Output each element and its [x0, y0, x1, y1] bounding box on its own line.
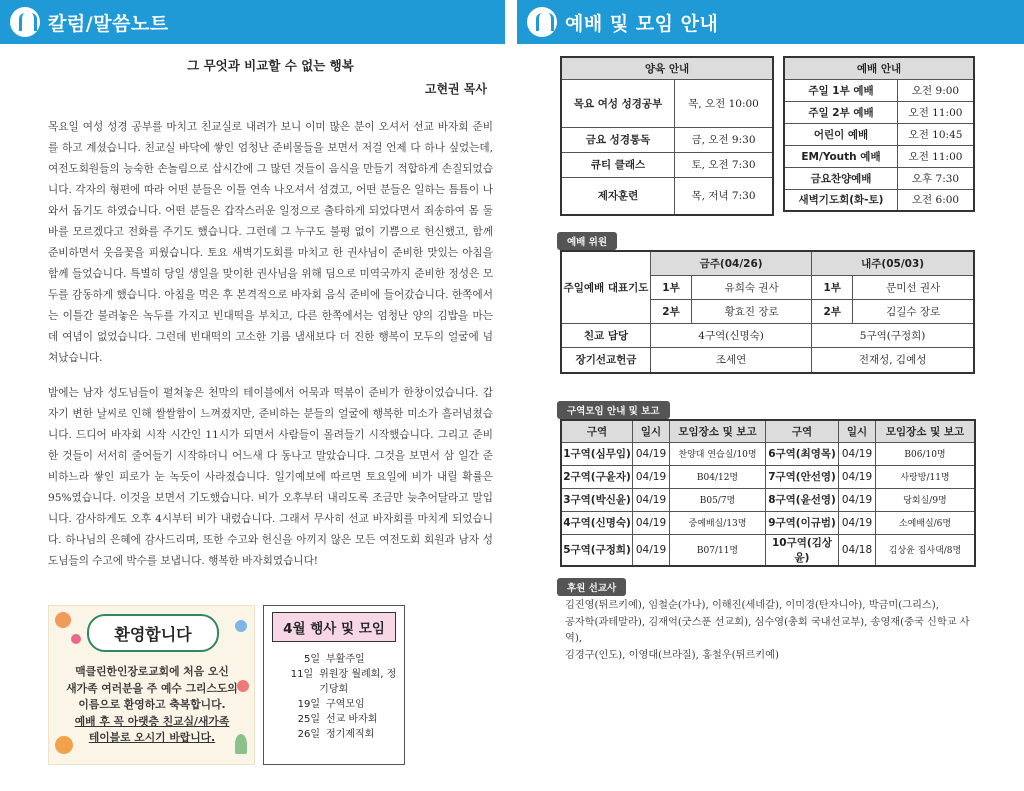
worship-time: 오전 9:00	[898, 79, 975, 101]
welcome-box	[48, 605, 255, 765]
district-header: 모임장소 및 보고	[670, 420, 766, 442]
district-cell: 04/19	[839, 488, 876, 511]
welcome-message	[57, 664, 247, 747]
welcome-line: 새가족 여러분을 주 예수 그리스도의	[66, 681, 238, 695]
event-day: 19일	[297, 699, 320, 710]
fellowship-label: 친교 담당	[561, 323, 651, 347]
nurture-time: 목, 저녁 7:30	[675, 177, 774, 215]
april-events-box	[263, 605, 405, 765]
event-item	[286, 697, 404, 712]
district-cell: 1구역(심무임)	[561, 442, 633, 465]
worship-time: 오전 11:00	[898, 101, 975, 123]
welcome-line: 예배 후 꼭 아랫층 친교실/새가족	[74, 714, 230, 728]
committee-table	[560, 250, 975, 374]
event-text: 부활주일	[326, 654, 365, 665]
flower-icon	[235, 620, 247, 632]
worship-name: 어린이 예배	[784, 123, 898, 145]
district-cell: 04/19	[633, 442, 670, 465]
district-cell: 8구역(윤선영)	[766, 488, 839, 511]
nurture-name: 금요 성경통독	[561, 127, 675, 152]
district-header: 일시	[839, 420, 876, 442]
table-row	[561, 511, 975, 534]
nurture-name: 목요 여성 성경공부	[561, 79, 675, 127]
district-cell: 10구역(김상윤)	[766, 534, 839, 566]
worship-name: 새벽기도회(화-토)	[784, 189, 898, 211]
nurture-name: 큐티 클래스	[561, 152, 675, 177]
mission-offering-label: 장기선교헌금	[561, 347, 651, 373]
article-paragraph-2: 밤에는 남자 성도님들이 펼쳐놓은 천막의 테이블에서 어묵과 떡볶이 준비가 한창이었습니다. 갑자기 변한 날씨로 인해 쌀쌀함이 느껴졌지만, 준비하는 분들의 얼굴에 행복한 미소가 흘러넘쳤습니다. 드디어 바자회 시작 시간인 11시가 되면서 사람들이 몰려들기 시작했습니다. 그리고 준비한 것들이 서서히 줄어들기 시작하더니 어느새 다 동나고 말았습니다. 그것을 보면서 삼 일간 준비하느라 쌓인 피로가 눈 녹듯이 사라졌습니다. 일기예보에 따르면 토요일에 비가 내릴 확률은 95%였습니다. 이것을 보면서 기도했습니다. 비가 오후부터 내리도록 조금만 늦추어달라고 말입니다. 감사하게도 오후 4시부터 비가 내렸습니다. 그래서 무사히 선교 바자회를 마치게 되었습니다. 하나님의 은혜에 감사드리며, 또한 수고와 헌신을 아끼지 않은 모든 여전도회 회원과 남자 성도님들의 수고에 박수를 보냅니다. 행복한 바자회였습니다!	[48, 387, 493, 567]
article-paragraph-1: 목요일 여성 성경 공부를 마치고 친교실로 내려가 보니 이미 많은 분이 오셔서 선교 바자회 준비를 하고 계셨습니다. 친교실 바닥에 쌓인 엄청난 준비물들을 보면서 저걸 언제 다 하나 싶었는데, 여전도회원들의 능숙한 손놀림으로 삽시간에 그 많던 것들이 음식을 만들기 적합하게 손질되었습니다. 각자의 형편에 따라 어떤 분들은 이틀 연속 나오셔서 섬겼고, 어떤 분들은 일하는 틈틈이 나와서 돕기도 하였습니다. 어떤 분들은 갑작스러운 일정으로 출타하게 되었다면서 죄송하여 몸 둘 바를 모르겠다고 전화를 주기도 했습니다. 그런데 그 누구도 불평 없이 기쁨으로 헌신했고, 함께 준비하면서 웃음꽃을 피웠습니다. 토요 새벽기도회를 마치고 한 권사님이 준비한 맛있는 아침을 함께 들었습니다. 특별히 당일 생일을 맞이한 권사님을 위해 딤으로 미역국까지 준비한 정성은 모두를 감동하게 했습니다. 아침을 먹은 후 본격적으로 바자회 음식 준비에 들어갔습니다. 한쪽에서는 이틀간 불려놓은 녹두를 가지고 빈대떡을 부치고, 다른 한쪽에서는 엄청난 양의 김밥을 마는 데 여념이 없었습니다. 그런데 빈대떡의 고소한 기름 냄새보다 더 진한 행복이 모두의 얼굴에 넘쳐났습니다.	[48, 121, 493, 364]
nurture-time: 금, 오전 9:30	[675, 127, 774, 152]
missionaries-line: 김진영(튀르키예), 임철순(가나), 이해진(세네갈), 이미경(탄자니아), 박금미(그리스),	[565, 600, 939, 611]
event-text: 선교 바자회	[326, 714, 378, 725]
worship-time: 오전 11:00	[898, 145, 975, 167]
district-cell: 3구역(박신윤)	[561, 488, 633, 511]
next-week-p2: 김길수 장로	[853, 299, 974, 323]
heart-icon	[71, 634, 81, 644]
service-1-label: 1부	[651, 275, 692, 299]
district-cell: 04/19	[633, 534, 670, 566]
worship-table	[783, 56, 975, 212]
church-logo-icon	[10, 7, 40, 37]
event-text: 구역모임	[326, 699, 365, 710]
event-item	[286, 727, 404, 742]
district-cell: 김상윤 집사댁/8명	[876, 534, 976, 566]
worship-time: 오후 7:30	[898, 167, 975, 189]
district-cell: 7구역(안선영)	[766, 465, 839, 488]
worship-name: 주일 1부 예배	[784, 79, 898, 101]
missionaries-line: 공자학(과테말라), 김재억(굿스푼 선교회), 심수영(총회 국내선교부), 송영재(중국 신학교 사역),	[565, 616, 970, 644]
committee-label: 예배 위원	[557, 232, 617, 250]
nurture-time: 토, 오전 7:30	[675, 152, 774, 177]
district-header: 모임장소 및 보고	[876, 420, 976, 442]
district-cell: 중예배실/13명	[670, 511, 766, 534]
district-cell: 04/19	[633, 488, 670, 511]
district-header: 일시	[633, 420, 670, 442]
district-cell: 04/19	[633, 465, 670, 488]
district-cell: 04/19	[633, 511, 670, 534]
this-week-header: 금주(04/26)	[651, 251, 812, 275]
right-banner	[517, 0, 1024, 44]
district-cell: 4구역(신명숙)	[561, 511, 633, 534]
table-row	[561, 465, 975, 488]
article-title: 그 무엇과 비교할 수 없는 행복	[187, 58, 354, 73]
district-cell: 2구역(구윤자)	[561, 465, 633, 488]
flower-icon	[55, 612, 71, 628]
article-author: 고현권 목사	[424, 82, 487, 96]
event-day: 26일	[297, 729, 320, 740]
event-day: 25일	[297, 714, 320, 725]
events-list	[286, 652, 404, 742]
district-label: 구역모임 안내 및 보고	[557, 401, 670, 419]
this-week-p1: 유희숙 권사	[692, 275, 812, 299]
table-row	[561, 442, 975, 465]
event-day: 11일	[290, 669, 314, 680]
worship-time: 오전 10:45	[898, 123, 975, 145]
nurture-name: 제자훈련	[561, 177, 675, 215]
prayer-label: 주일예배 대표기도	[561, 251, 651, 323]
column-article	[48, 50, 493, 572]
next-week-mission: 전재성, 김예성	[812, 347, 974, 373]
district-cell: 사랑방/11명	[876, 465, 976, 488]
event-text: 위원장 월례회, 정기당회	[319, 669, 397, 695]
district-cell: 04/19	[839, 465, 876, 488]
worship-name: EM/Youth 예배	[784, 145, 898, 167]
left-banner	[0, 0, 505, 44]
welcome-line: 맥클린한인장로교회에 처음 오신	[75, 665, 229, 678]
service-1-label: 1부	[812, 275, 853, 299]
welcome-line: 이름으로 환영하고 축복합니다.	[78, 698, 226, 711]
table-row	[561, 534, 975, 566]
district-cell: 6구역(최영목)	[766, 442, 839, 465]
district-cell: 04/19	[839, 511, 876, 534]
missionaries-label: 후원 선교사	[557, 578, 626, 596]
this-week-p2: 황효진 장로	[692, 299, 812, 323]
district-cell: 당회실/9명	[876, 488, 976, 511]
nurture-table	[560, 56, 774, 216]
district-cell: B06/10명	[876, 442, 976, 465]
missionaries-line: 김경구(인도), 이영대(브라질), 홍철우(튀르키예)	[565, 649, 779, 661]
missionaries-list	[565, 598, 985, 664]
welcome-title: 환영합니다	[87, 614, 219, 652]
district-cell: 찬양대 연습실/10명	[670, 442, 766, 465]
district-cell: 04/19	[839, 442, 876, 465]
event-item	[286, 667, 404, 697]
service-2-label: 2부	[812, 299, 853, 323]
welcome-line: 테이블로 오시기 바랍니다.	[88, 731, 216, 744]
next-week-fellowship: 5구역(구정희)	[812, 323, 974, 347]
district-cell: B04/12명	[670, 465, 766, 488]
worship-name: 금요찬양예배	[784, 167, 898, 189]
district-cell: 5구역(구정희)	[561, 534, 633, 566]
event-text: 정기제직회	[326, 729, 375, 740]
district-cell: 소예배실/6명	[876, 511, 976, 534]
worship-name: 주일 2부 예배	[784, 101, 898, 123]
next-week-p1: 문미선 권사	[853, 275, 974, 299]
district-header: 구역	[561, 420, 633, 442]
district-table	[560, 419, 976, 567]
this-week-fellowship: 4구역(신명숙)	[651, 323, 812, 347]
nurture-time: 목, 오전 10:00	[675, 79, 774, 127]
event-day: 5일	[303, 654, 320, 665]
church-logo-icon	[527, 7, 557, 37]
nurture-header: 양육 안내	[561, 57, 773, 79]
table-row	[561, 488, 975, 511]
district-cell: 04/18	[839, 534, 876, 566]
district-cell: 9구역(이규범)	[766, 511, 839, 534]
this-week-mission: 조세연	[651, 347, 812, 373]
district-cell: B05/7명	[670, 488, 766, 511]
district-cell: B07/11명	[670, 534, 766, 566]
worship-header: 예배 안내	[784, 57, 974, 79]
event-item	[286, 712, 404, 727]
events-title: 4월 행사 및 모임	[272, 612, 396, 642]
service-2-label: 2부	[651, 299, 692, 323]
next-week-header: 내주(05/03)	[812, 251, 974, 275]
event-item	[286, 652, 404, 667]
left-banner-title: 칼럼/말씀노트	[48, 12, 169, 35]
worship-time: 오전 6:00	[898, 189, 975, 211]
district-header: 구역	[766, 420, 839, 442]
right-banner-title: 예배 및 모임 안내	[565, 12, 719, 35]
